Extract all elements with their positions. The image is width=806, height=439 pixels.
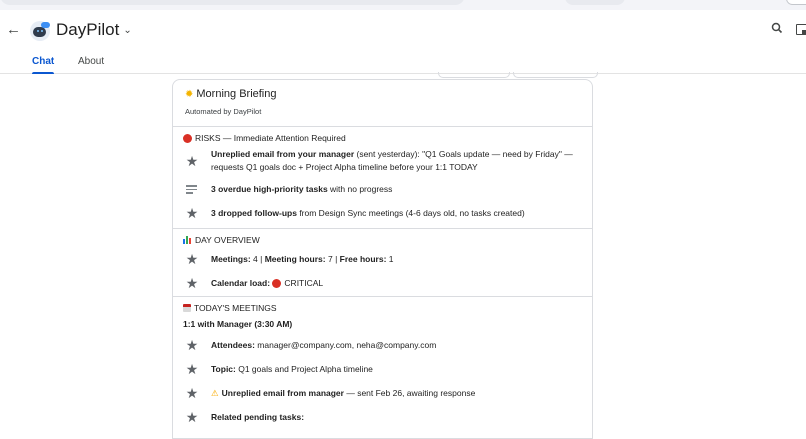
- star-icon: ★: [185, 205, 199, 221]
- section-title: TODAY'S MEETINGS: [194, 303, 277, 313]
- item-text: manager@company.com, neha@company.com: [254, 339, 437, 350]
- back-arrow-icon[interactable]: ←: [6, 21, 21, 38]
- list-item: [183, 381, 580, 405]
- section-header: [183, 233, 580, 247]
- free-value: 1: [386, 253, 394, 264]
- app-header: [0, 10, 806, 54]
- load-value: CRITICAL: [284, 277, 324, 288]
- item-text: with no progress: [327, 183, 393, 194]
- list-item: [183, 333, 580, 357]
- card-subtitle: Automated by DayPilot: [185, 107, 262, 116]
- star-icon: ★: [185, 337, 199, 353]
- item-text: Q1 goals and Project Alpha timeline: [235, 363, 373, 374]
- list-item: [183, 271, 580, 295]
- meetings-label: Meetings:: [211, 253, 251, 264]
- search-icon[interactable]: [771, 21, 785, 37]
- item-bold: Related pending tasks:: [211, 411, 305, 422]
- card-title: [185, 88, 592, 100]
- app-name-dropdown[interactable]: [56, 20, 132, 40]
- section-title: RISKS — Immediate Attention Required: [195, 133, 346, 143]
- day-overview-section: [173, 229, 592, 297]
- item-bold: Unreplied email from your manager: [211, 149, 355, 159]
- star-icon: ★: [185, 251, 199, 267]
- toolbar-pill[interactable]: [565, 0, 625, 5]
- item-bold: 3 dropped follow-ups: [211, 207, 297, 218]
- item-bold: Topic:: [211, 363, 236, 374]
- list-item: [183, 357, 580, 381]
- card-title-text: Morning Briefing: [196, 88, 277, 100]
- item-bold: 3 overdue high-priority tasks: [211, 183, 328, 194]
- hours-label: Meeting hours:: [264, 253, 326, 264]
- calendar-icon: [183, 304, 191, 312]
- warning-icon: ⚠: [211, 387, 219, 398]
- list-item: [183, 405, 580, 429]
- meetings-value: 4 |: [250, 253, 265, 264]
- picture-in-picture-icon[interactable]: [796, 24, 806, 35]
- bar-chart-icon: [183, 236, 192, 244]
- todays-meetings-section: [173, 297, 592, 437]
- red-circle-icon: [272, 279, 281, 288]
- star-icon: ★: [185, 361, 199, 377]
- item-bold: Unreplied email from manager: [221, 387, 344, 398]
- load-label: Calendar load:: [211, 277, 271, 288]
- list-item: [183, 247, 580, 271]
- sun-icon: ✹: [185, 89, 194, 100]
- chevron-down-icon: ⌄: [123, 25, 132, 36]
- hours-value: 7 |: [325, 253, 340, 264]
- lines-icon: [185, 182, 199, 196]
- meeting-title: 1:1 with Manager (3:30 AM): [183, 319, 293, 329]
- star-icon: ★: [185, 275, 199, 291]
- list-item: [183, 145, 580, 177]
- address-bar[interactable]: [0, 0, 465, 5]
- previous-chip[interactable]: [513, 72, 598, 78]
- red-circle-icon: [183, 134, 192, 143]
- free-label: Free hours:: [339, 253, 387, 264]
- tab-bar: [0, 54, 806, 74]
- list-item: [183, 201, 580, 225]
- section-header: [183, 131, 580, 145]
- star-icon: ★: [185, 409, 199, 425]
- app-name: DayPilot: [56, 20, 120, 39]
- section-header: [183, 301, 580, 315]
- star-icon: ★: [185, 153, 199, 169]
- star-icon: ★: [185, 385, 199, 401]
- risks-section: [173, 127, 592, 229]
- profile-button[interactable]: [786, 0, 806, 5]
- item-text: from Design Sync meetings (4-6 days old, no tasks created): [296, 207, 525, 218]
- card-header: [173, 80, 592, 127]
- list-item: [183, 177, 580, 201]
- item-text: (sent yesterday): "Q1 Goals update — need by Friday" — requests Q1 goals doc + Project Alpha timeline before your 1:1 TODAY: [211, 149, 573, 172]
- morning-briefing-card: [172, 79, 593, 439]
- browser-top-strip: [0, 0, 806, 10]
- item-bold: Attendees:: [211, 339, 255, 350]
- item-text: — sent Feb 26, awaiting response: [343, 387, 476, 398]
- previous-chip[interactable]: [438, 72, 510, 78]
- robot-avatar-icon: [30, 21, 50, 41]
- section-title: DAY OVERVIEW: [195, 235, 260, 245]
- tab-chat[interactable]: Chat: [32, 56, 55, 67]
- tab-about[interactable]: About: [78, 56, 105, 67]
